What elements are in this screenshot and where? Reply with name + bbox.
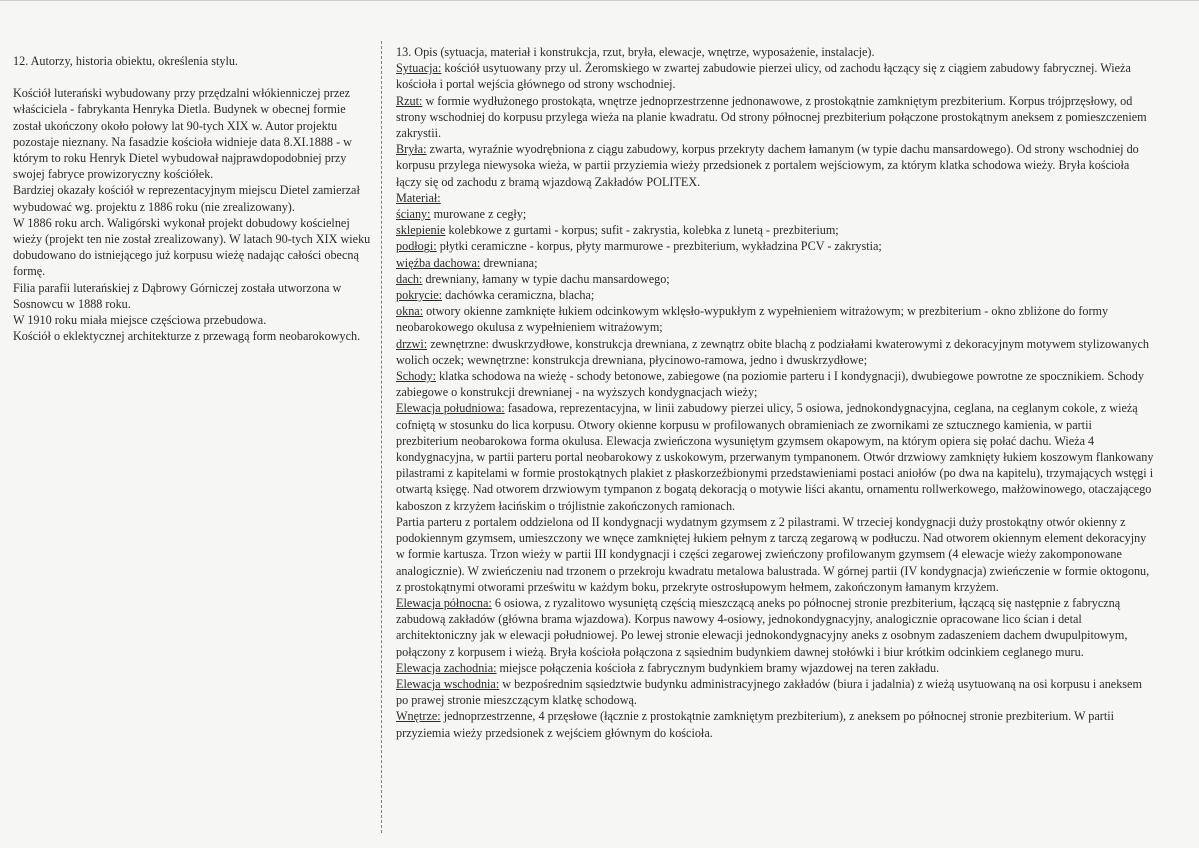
history-paragraph: W 1910 roku miała miejsce częściowa przebudowa. bbox=[13, 313, 267, 328]
text: miejsce połączenia kościoła z fabrycznym budynkiem bramy wjazdowej na teren zakładu. bbox=[496, 660, 940, 675]
label: Elewacja południowa: bbox=[396, 401, 505, 416]
material-vaults bbox=[396, 222, 1156, 238]
text: murowane z cegły; bbox=[430, 207, 527, 222]
section-13-heading: 13. Opis (sytuacja, materiał i konstrukcja, rzut, bryła, elewacje, wnętrze, wyposażenie, instalacje). bbox=[396, 45, 875, 59]
text: otwory okienne zamknięte łukiem odcinkowym wklęsło-wypukłym z wypełnieniem witrażowym; w prezbiterium - okno zbliżone do formy neobarokowego okulusa z wypełnieniem witrażowym; bbox=[396, 304, 1109, 335]
elevation-south-continued bbox=[396, 514, 1156, 595]
description-interior bbox=[396, 708, 1156, 740]
description-situation bbox=[396, 60, 1156, 92]
description-material bbox=[396, 190, 1156, 206]
text: kolebkowe z gurtami - korpus; sufit - zakrystia, kolebka z lunetą - prezbiterium; bbox=[445, 223, 839, 238]
text: Partia parteru z portalem oddzielona od II kondygnacji wydatnym gzymsem z 2 pilastrami. W trzeciej kondygnacji duży prostokątny otwór okienny z podokiennym gzymsem, umieszczony we wnęce zamkniętej łukiem pełnym z tarczą zegarową w podłuczu. Nad otworem okiennym element dekoracyjny w formie kartusza. Trzon wieży w partii III kondygnacji i części zegarowej zwieńczony profilowanym gzymsem (4 elewacje wieży zakomponowane analogicznie). W zwieńczeniu nad trzonem o przekroju kwadratu metalowa balustrada. W górnej partii (IV kondygnacja) zwieńczenie w formie oktogonu, z prostokątnymi otworami prześwitu w każdym boku, przekryte ostrosłupowym hełmem, zakończonym łamanym krzyżem. bbox=[396, 514, 1150, 594]
text: drewniana; bbox=[480, 255, 538, 270]
history-paragraph: Filia parafii luterańskiej z Dąbrowy Górniczej została utworzona w Sosnowcu w 1888 roku. bbox=[13, 280, 342, 311]
text: zewnętrzne: dwuskrzydłowe, konstrukcja drewniana, z zewnątrz obite blachą z podziałami kwaterowymi z dekoracyjnym motywem stylizowanych wolich oczek; wewnętrzne: konstrukcja drewniana, płycinowo-ramowa, jedno i dwuskrzydłowe; bbox=[396, 336, 1149, 367]
elevation-west bbox=[396, 660, 1156, 676]
label: Sytuacja: bbox=[396, 61, 442, 76]
label: drzwi: bbox=[396, 336, 428, 351]
label: Rzut: bbox=[396, 93, 423, 108]
description-mass bbox=[396, 141, 1156, 190]
history-paragraph: Bardziej okazały kościół w reprezentacyjnym miejscu Dietel zamierzał wybudować wg. projektu z 1886 roku (nie zrealizowany). bbox=[13, 183, 360, 214]
label: Bryła: bbox=[396, 142, 427, 157]
text: fasadowa, reprezentacyjna, w linii zabudowy pierzei ulicy, 5 osiowa, jednokondygnacyjna, ceglana, na ceglanym cokole, z wieżą cofniętą w stosunku do lica korpusu. Otwory okienne korpusu w profilowanych obramieniach ze zwornikami ze sztucznego kamienia, w partii prezbiterium neobarokowa forma okulusa. Elewacja zwieńczona wysuniętym gzymsem okapowym, na którym opiera się połać dachu. Wieża 4 kondygnacyjna, w partii parteru portal neobarokowy z uskokowym, przerwanym tympanonem. Otwór drzwiowy zamknięty łukiem koszowym flankowany pilastrami z kapitelami w formie prostokątnych plakiet z płaskorzeźbionymi przedstawieniami postaci aniołów (po dwa na kapitelu), trzymających wstęgi i otwartą księgę. Nad otworem drzwiowym tympanon z bogatą dekoracją o motywie liści akantu, ornamentu rollwerkowego, małżowinowego, otaczającego kaboszon z krzyżem łacińskim o trójlistnie zakończonych ramionach. bbox=[396, 401, 1154, 513]
elevation-south bbox=[396, 400, 1156, 513]
material-roof-truss bbox=[396, 255, 1156, 271]
history-paragraph: W 1886 roku arch. Waligórski wykonał projekt dobudowy kościelnej wieży (projekt ten nie został zrealizowany). W latach 90-tych XIX wieku dobudowano do istniejącego już korpusu wieżę nadając całości obecną formę. bbox=[13, 215, 371, 279]
text: klatka schodowa na wieżę - schody betonowe, zabiegowe (na poziomie parteru i I kondygnacji), dwubiegowe powrotne ze spocznikiem. Schody zabiegowe o konstrukcji drewnianej - na wyższych kondygnacjach wieży; bbox=[396, 369, 1144, 400]
label: więźba dachowa: bbox=[396, 255, 481, 270]
material-stairs bbox=[396, 368, 1156, 400]
label: Materiał: bbox=[396, 190, 441, 205]
label: pokrycie: bbox=[396, 288, 443, 303]
section-12-history bbox=[13, 53, 373, 344]
material-floors bbox=[396, 238, 1156, 254]
label: dach: bbox=[396, 271, 423, 286]
history-paragraph: Kościół o eklektycznej architekturze z przewagą form neobarokowych. bbox=[13, 329, 361, 344]
label: podłogi: bbox=[396, 239, 437, 254]
label: Elewacja zachodnia: bbox=[396, 660, 497, 675]
text: płytki ceramiczne - korpus, płyty marmurowe - prezbiterium, wykładzina PCV - zakrystia; bbox=[436, 239, 882, 254]
material-roof bbox=[396, 271, 1156, 287]
text: w bezpośrednim sąsiedztwie budynku administracyjnego zakładów (biura i jadalnia) z wieżą usytuowaną na osi korpusu i aneksem po prawej stronie mieszczącym klatkę schodową. bbox=[396, 676, 1142, 708]
label: ściany: bbox=[396, 207, 431, 222]
material-windows bbox=[396, 303, 1156, 335]
section-12-heading: 12. Autorzy, historia obiektu, określenia stylu. bbox=[13, 54, 238, 68]
label: okna: bbox=[396, 304, 424, 319]
material-walls bbox=[396, 206, 1156, 222]
label: Wnętrze: bbox=[396, 709, 441, 724]
text: kościół usytuowany przy ul. Żeromskiego w zwartej zabudowie pierzei ulicy, od zachodu łączący się z ciągiem zabudowy fabrycznej. Wieża kościoła i portal wejścia głównego od strony wschodniej. bbox=[396, 61, 1131, 92]
text: zwarta, wyraźnie wyodrębniona z ciągu zabudowy, korpus przekryty dachem łamanym (w typie dachu mansardowego). Od strony wschodniej do korpusu przylega niewysoka wieża, w partii przyziemia wieży przedsionek z portalem wejściowym, za którym klatka schodowa wieży. Bryła kościoła łączy się od zachodu z bramą wjazdową Zakładów POLITEX. bbox=[396, 142, 1139, 189]
column-divider bbox=[381, 41, 382, 833]
text: w formie wydłużonego prostokąta, wnętrze jednoprzestrzenne jednonawowe, z prostokątnie zamkniętym prezbiterium. Korpus trójprzęsłowy, od strony wschodniej do korpusu przylega wieża na planie kwadratu. Od strony północnej prezbiterium połączone prostokątnym aneksem z pomieszczeniem zakrystii. bbox=[396, 93, 1147, 141]
history-paragraph: Kościół luterański wybudowany przy przędzalni włókienniczej przez właściciela - fabrykanta Henryka Dietla. Budynek w obecnej formie został ukończony około połowy lat 90-tych XIX w. Autor projektu pozostaje nieznany. Na fasadzie kościoła widnieje data 8.XI.1888 - w którym to roku Henryk Dietel wybudował najprawdopodobniej przy swojej fabryce prowizoryczny kościółek. bbox=[13, 86, 352, 182]
material-doors bbox=[396, 336, 1156, 368]
description-plan bbox=[396, 93, 1156, 142]
label: sklepienie bbox=[396, 223, 446, 238]
label: Elewacja północna: bbox=[396, 595, 492, 610]
text: 6 osiowa, z ryzalitowo wysuniętą częścią mieszczącą aneks po północnej stronie prezbiterium, łączącą się następnie z fabryczną zabudową zakładów (główna brama wjazdowa). Korpus nawowy 4-osiowy, jednokondygnacyjny, analogicznie opracowane lico ścian i detal architektoniczny jak w elewacji południowej. Po lewej stronie elewacji jednokondygnacyjny aneks z osobnym zadaszeniem dachem dwupulpitowym, połączony z korpusem i wieżą. Bryła kościoła połączona z sąsiednim budynkiem dawnej stołówki i biur krótkim odcinkiem ceglanego muru. bbox=[396, 595, 1128, 659]
text: drewniany, łamany w typie dachu mansardowego; bbox=[422, 271, 670, 286]
text: jednoprzestrzenne, 4 przęsłowe (łącznie z prostokątnie zamkniętym prezbiterium), z aneksem po północnej stronie prezbiterium. W partii przyziemia wieży przedsionek z wejściem głównym do kościoła. bbox=[396, 709, 1114, 740]
elevation-east bbox=[396, 676, 1156, 708]
label: Schody: bbox=[396, 369, 436, 384]
text: dachówka ceramiczna, blacha; bbox=[442, 288, 595, 303]
material-roofing bbox=[396, 287, 1156, 303]
section-13-description bbox=[396, 44, 1156, 741]
label: Elewacja wschodnia: bbox=[396, 676, 500, 691]
elevation-north bbox=[396, 595, 1156, 660]
